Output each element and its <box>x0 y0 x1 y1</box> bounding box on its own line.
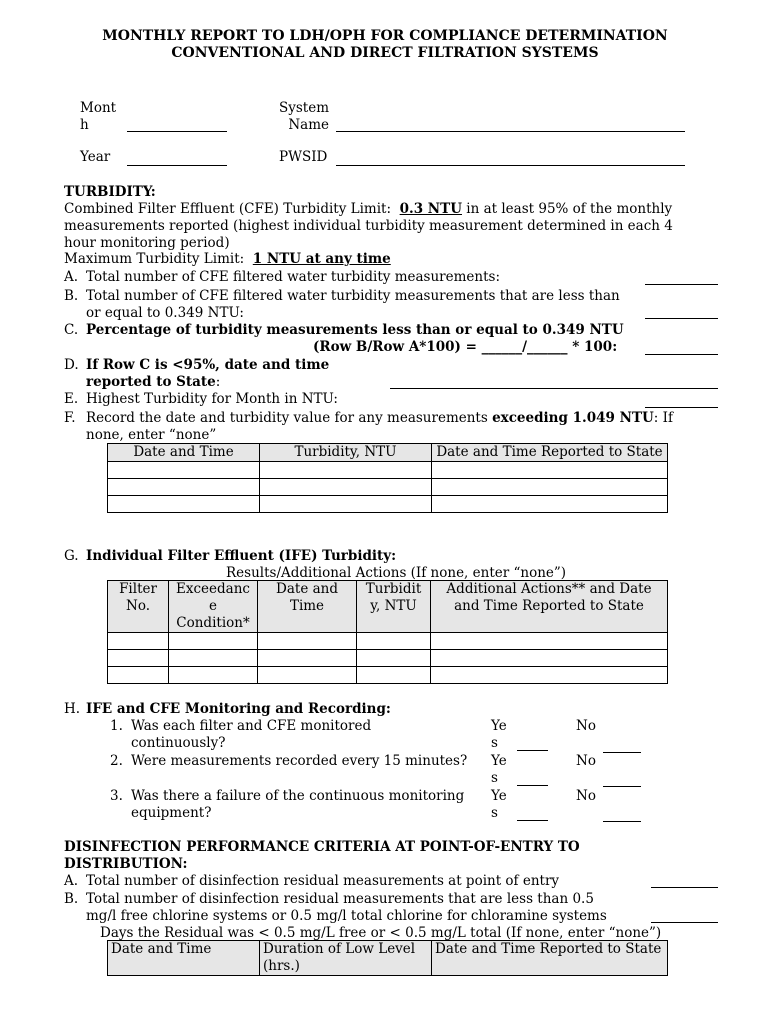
report-title-line1: MONTHLY REPORT TO LDH/OPH FOR COMPLIANCE DETERMINATION <box>102 28 668 44</box>
item-c-text1: Percentage of turbidity measurements less than or equal to 0.349 NTU <box>86 322 624 338</box>
system-name-field[interactable] <box>336 131 685 132</box>
days-low-residual-text: Days the Residual was < 0.5 mg/L free or < 0.5 mg/L total (If none, enter “none”) <box>100 925 662 941</box>
item-a-text: Total number of CFE filtered water turbidity measurements: <box>86 269 500 285</box>
col-date-reported: Date and Time Reported to State <box>432 444 668 462</box>
col-ife-date-time: Date and Time <box>258 581 357 633</box>
table-row <box>108 650 668 667</box>
table-row <box>108 633 668 650</box>
question-3-no: No <box>576 788 596 804</box>
question-3-yes: Ye s <box>491 788 507 821</box>
question-3-num: 3. <box>110 788 123 804</box>
item-f-letter: F. <box>64 410 76 426</box>
item-d-field[interactable] <box>390 388 718 389</box>
max-limit-text: Maximum Turbidity Limit: 1 NTU at any time <box>64 251 391 267</box>
col-low-date-time: Date and Time <box>108 941 260 976</box>
item-c-field[interactable] <box>645 354 718 355</box>
monitoring-heading: IFE and CFE Monitoring and Recording: <box>86 701 391 717</box>
item-b-letter: B. <box>64 288 79 304</box>
cfe-limit-line3: hour monitoring period) <box>64 235 230 251</box>
ife-subheading: Results/Additional Actions (If none, enter “none”) <box>226 565 567 581</box>
low-residual-table <box>107 940 668 976</box>
disinfection-heading: DISINFECTION PERFORMANCE CRITERIA AT POINT-OF-ENTRY TO DISTRIBUTION: <box>64 839 580 872</box>
item-b-field[interactable] <box>645 318 718 319</box>
question-1-no-field[interactable] <box>603 752 641 753</box>
col-filter-no: Filter No. <box>108 581 169 633</box>
item-g-letter: G. <box>64 548 79 564</box>
month-field[interactable] <box>127 131 227 132</box>
ife-table <box>107 580 668 684</box>
table-row <box>108 479 668 496</box>
question-3-text: Was there a failure of the continuous monitoring equipment? <box>131 788 465 821</box>
item-e-text: Highest Turbidity for Month in NTU: <box>86 391 338 407</box>
col-turbidity: Turbidity, NTU <box>260 444 432 462</box>
report-title-line2: CONVENTIONAL AND DIRECT FILTRATION SYSTEMS <box>171 45 599 61</box>
col-additional-actions: Additional Actions** and Date and Time Reported to State <box>431 581 668 633</box>
item-c-text2: (Row B/Row A*100) = ______/______ * 100: <box>313 339 618 355</box>
exceedance-table <box>107 443 668 513</box>
item-e-field[interactable] <box>645 407 718 408</box>
table-row <box>108 462 668 479</box>
col-low-date-reported: Date and Time Reported to State <box>432 941 668 976</box>
item-c-letter: C. <box>64 322 79 338</box>
item-f-text: Record the date and turbidity value for any measurements exceeding 1.049 NTU: If none, enter “none” <box>86 410 673 443</box>
question-2-text: Were measurements recorded every 15 minutes? <box>131 753 468 769</box>
cfe-limit-text: Combined Filter Effluent (CFE) Turbidity Limit: 0.3 NTU in at least 95% of the monthly <box>64 201 673 217</box>
question-2-yes: Ye s <box>491 753 507 786</box>
item-d-letter: D. <box>64 357 79 373</box>
question-3-no-field[interactable] <box>603 821 641 822</box>
pwsid-field[interactable] <box>336 165 685 166</box>
item-d-text: If Row C is <95%, date and time reported to State: <box>86 357 330 390</box>
question-1-no: No <box>576 718 596 734</box>
question-2-no: No <box>576 753 596 769</box>
disinfection-a-text: Total number of disinfection residual measurements at point of entry <box>86 873 560 889</box>
year-field[interactable] <box>127 165 227 166</box>
col-duration: Duration of Low Level (hrs.) <box>260 941 432 976</box>
ife-heading: Individual Filter Effluent (IFE) Turbidity: <box>86 548 397 564</box>
disinfection-a-letter: A. <box>64 873 79 889</box>
item-a-field[interactable] <box>645 284 718 285</box>
question-2-yes-field[interactable] <box>517 785 548 786</box>
question-1-num: 1. <box>110 718 123 734</box>
table-row <box>108 667 668 684</box>
pwsid-label: PWSID <box>279 149 328 165</box>
disinfection-a-field[interactable] <box>651 887 718 888</box>
disinfection-b-field[interactable] <box>651 922 718 923</box>
disinfection-b-text: Total number of disinfection residual measurements that are less than 0.5 mg/l free chlorine systems or 0.5 mg/l total chlorine for chloramine systems <box>86 891 607 924</box>
system-name-label: System Name <box>279 100 330 133</box>
col-exceedance: Exceedanc e Condition* <box>169 581 258 633</box>
turbidity-heading: TURBIDITY: <box>64 184 156 200</box>
disinfection-b-letter: B. <box>64 891 79 907</box>
item-b-text: Total number of CFE filtered water turbidity measurements that are less than or equal to 0.349 NTU: <box>86 288 620 321</box>
cfe-limit-value: 0.3 NTU <box>399 201 462 217</box>
question-2-num: 2. <box>110 753 123 769</box>
item-e-letter: E. <box>64 391 79 407</box>
question-1-text: Was each filter and CFE monitored continuously? <box>131 718 372 751</box>
item-a-letter: A. <box>64 269 79 285</box>
year-label: Year <box>80 149 111 165</box>
item-h-letter: H. <box>64 701 81 717</box>
col-ife-turbidity: Turbidit y, NTU <box>357 581 431 633</box>
question-2-no-field[interactable] <box>603 786 641 787</box>
max-limit-value: 1 NTU at any time <box>252 251 391 267</box>
cfe-limit-line2: measurements reported (highest individual turbidity measurement determined in each 4 <box>64 218 673 234</box>
table-row <box>108 496 668 513</box>
question-1-yes: Ye s <box>491 718 507 751</box>
month-label: Mont h <box>80 100 117 133</box>
question-1-yes-field[interactable] <box>517 750 548 751</box>
question-3-yes-field[interactable] <box>517 820 548 821</box>
col-date-time: Date and Time <box>108 444 260 462</box>
